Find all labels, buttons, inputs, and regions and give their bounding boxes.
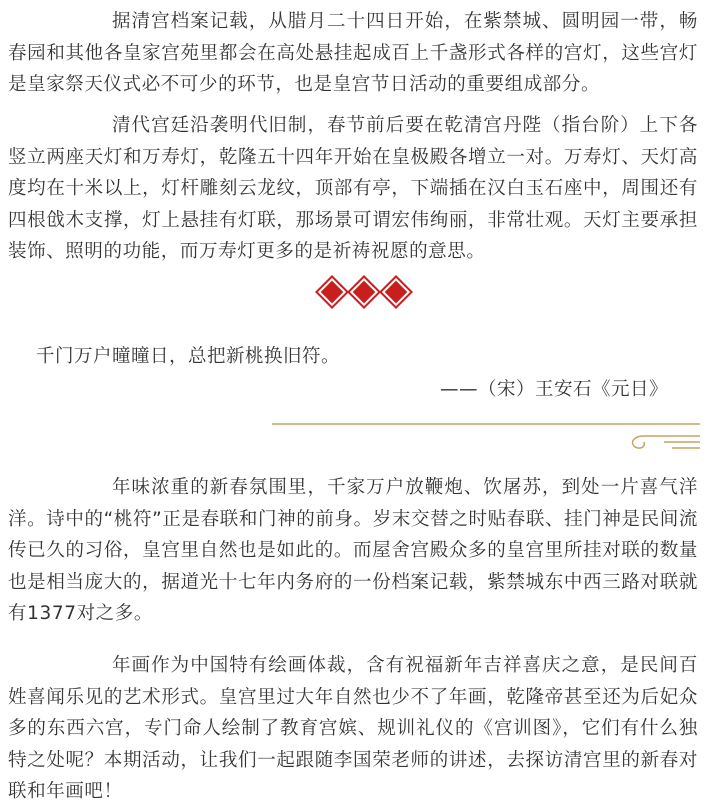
paragraph-spring-couplets: 年味浓重的新春氛围里，千家万户放鞭炮、饮屠苏，到处一片喜气洋洋。诗中的“桃符”正是春联和门神的前身。岁末交替之时贴春联、挂门神是民间流传已久的习俗，皇宫里自然也是如此的。而屋舍宫殿众多的皇宫里所挂对联的数量也是相当庞大的，据道光十七年内务府的一份档案记载，紫禁城东中西三路对联就有1377对之多。	[8, 477, 698, 624]
red-diamond-icon	[350, 278, 378, 306]
paragraph-sky-lanterns: 清代宫廷沿袭明代旧制，春节前后要在乾清宫丹陛（指台阶）上下各竖立两座天灯和万寿灯，乾隆五十四年开始在皇极殿各增立一对。万寿灯、天灯高度均在十米以上，灯杆雕刻云龙纹，顶部有亭，下端插在汉白玉石座中，周围还有四根戗木支撑，灯上悬挂有灯联，那场景可谓宏伟绚丽，非常壮观。天灯主要承担装饰、照明的功能，而万寿灯更多的是祈祷祝愿的意思。	[8, 115, 698, 262]
poem-attribution: ——（宋）王安石《元日》	[440, 379, 669, 400]
paragraph-new-year-paintings: 年画作为中国特有绘画体裁，含有祝福新年吉祥喜庆之意，是民间百姓喜闻乐见的艺术形式。皇宫里过大年自然也少不了年画，乾隆帝甚至还为后妃众多的东西六宫，专门命人绘制了教育宫嫔、规训礼仪的《宫训图》，它们有什么独特之处呢？本期活动，让我们一起跟随李国荣老师的讲述，去探访清宫里的新春对联和年画吧！	[8, 655, 698, 802]
gold-scroll-rule-icon	[272, 414, 700, 454]
red-diamond-icon	[318, 278, 346, 306]
paragraph-lanterns: 据清宫档案记载，从腊月二十四日开始，在紫禁城、圆明园一带，畅春园和其他各皇家宫苑里都会在高处悬挂起成百上千盏形式各样的宫灯，这些宫灯是皇家祭天仪式必不可少的环节，也是皇宫节日活动的重要组成部分。	[8, 11, 698, 95]
poem-verse: 千门万户曈曈日，总把新桃换旧符。	[36, 346, 341, 367]
section-divider	[318, 278, 410, 306]
red-diamond-icon	[382, 278, 410, 306]
